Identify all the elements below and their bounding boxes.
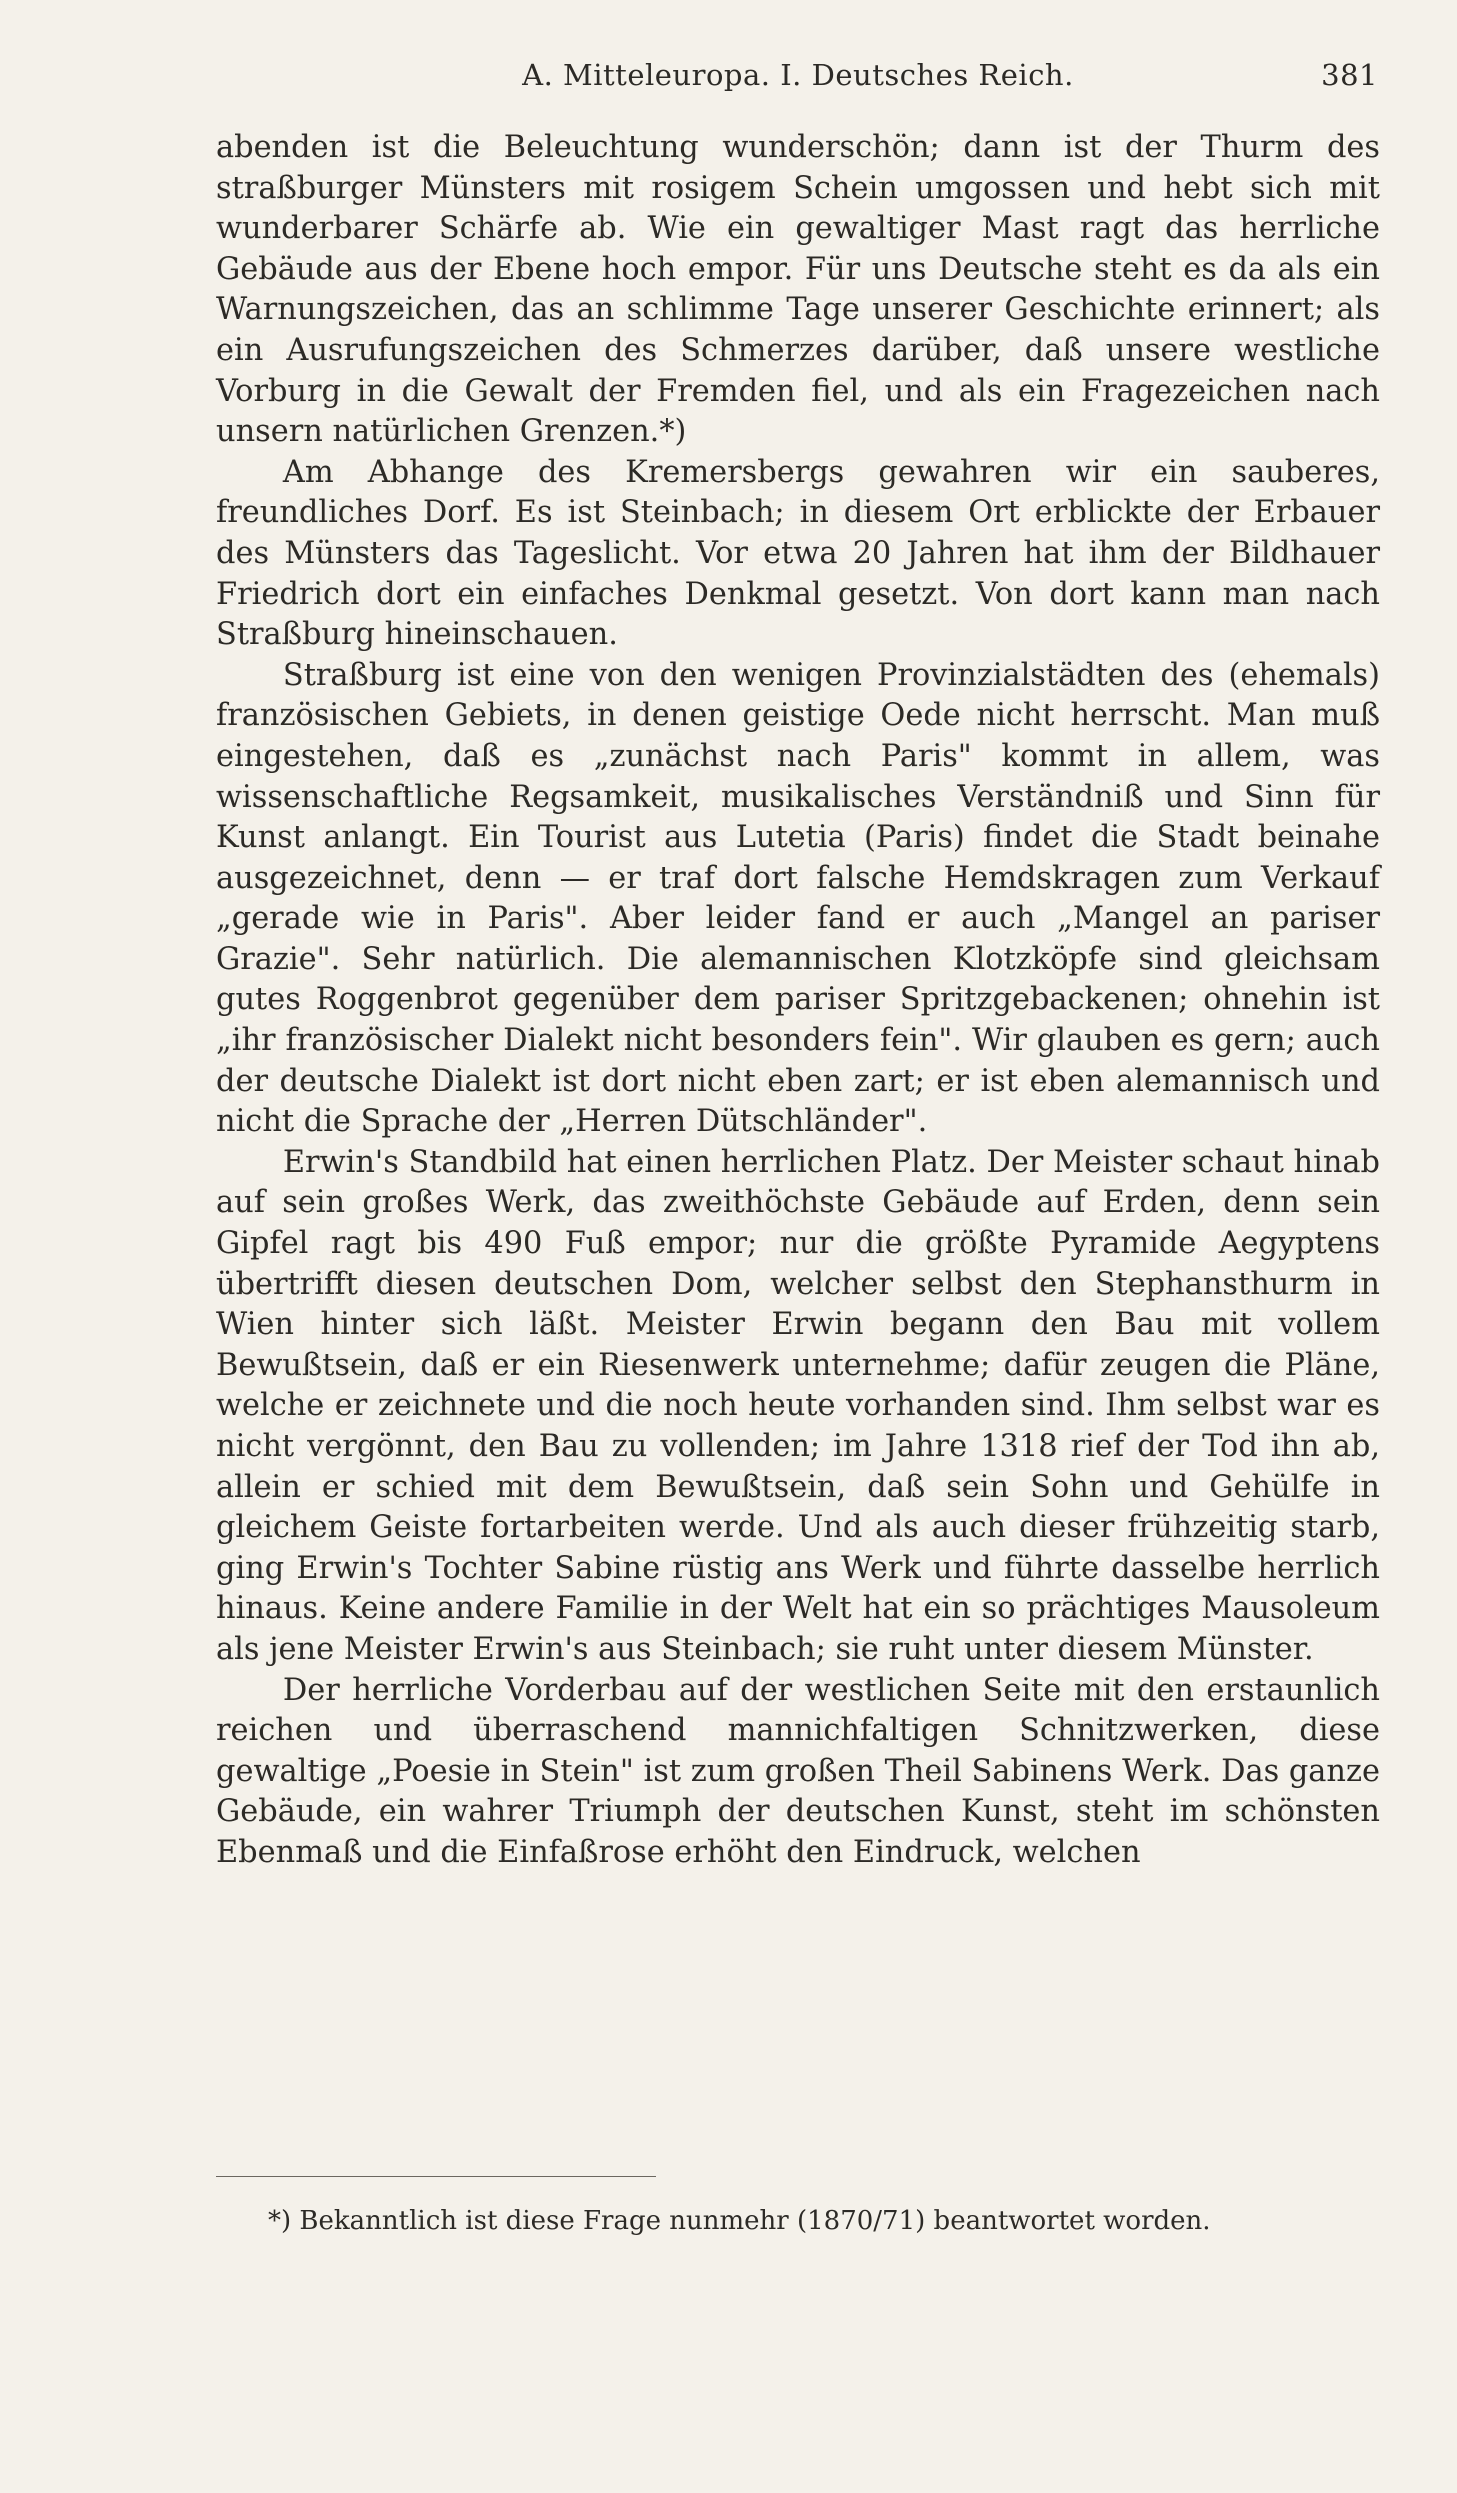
footnote-divider <box>216 2176 656 2177</box>
paragraph: abenden ist die Beleuchtung wunderschön; dann ist der Thurm des straßburger Münsters mit rosigem Schein umgossen und hebt sich mit wunderbarer Schärfe ab. Wie ein gewaltiger Mast ragt das herrliche Gebäude aus der Ebene hoch empor. Für uns Deutsche steht es da als ein Warnungszeichen, das an schlimme Tage unserer Geschichte erinnert; als ein Ausrufungszeichen des Schmerzes darüber, daß unsere westliche Vorburg in die Gewalt der Fremden fiel, und als ein Fragezeichen nach unsern natürlichen Grenzen.*) <box>216 130 1380 450</box>
paragraph: Erwin's Standbild hat einen herrlichen Platz. Der Meister schaut hinab auf sein großes Werk, das zweithöchste Gebäude auf Erden, denn sein Gipfel ragt bis 490 Fuß empor; nur die größte Pyramide Aegyptens übertrifft diesen deutschen Dom, welcher selbst den Stephansthurm in Wien hinter sich läßt. Meister Erwin begann den Bau mit vollem Bewußtsein, daß er ein Riesenwerk unternehme; dafür zeugen die Pläne, welche er zeichnete und die noch heute vorhanden sind. Ihm selbst war es nicht vergönnt, den Bau zu vollenden; im Jahre 1318 rief der Tod ihn ab, allein er schied mit dem Bewußtsein, daß sein Sohn und Gehülfe in gleichem Geiste fortarbeiten werde. Und als auch dieser frühzeitig starb, ging Erwin's Tochter Sabine rüstig ans Werk und führte dasselbe herrlich hinaus. Keine andere Familie in der Welt hat ein so prächtiges Mausoleum als jene Meister Erwin's aus Steinbach; sie ruht unter diesem Münster. <box>216 1144 1380 1667</box>
running-title: A. Mitteleuropa. I. Deutsches Reich. <box>522 58 1074 92</box>
running-header <box>218 58 1378 108</box>
footnote: *) Bekanntlich ist diese Frage nunmehr (1870/71) beantwortet worden. <box>268 2206 1211 2236</box>
paragraph: Am Abhange des Kremersbergs gewahren wir ein sauberes, freundliches Dorf. Es ist Steinbach; in diesem Ort erblickte der Erbauer des Münsters das Tageslicht. Vor etwa 20 Jahren hat ihm der Bildhauer Friedrich dort ein einfaches Denkmal gesetzt. Von dort kann man nach Straßburg hineinschauen. <box>216 454 1380 653</box>
paragraph: Der herrliche Vorderbau auf der westlichen Seite mit den erstaunlich reichen und überraschend mannichfaltigen Schnitzwerken, diese gewaltige „Poesie in Stein" ist zum großen Theil Sabinens Werk. Das ganze Gebäude, ein wahrer Triumph der deutschen Kunst, steht im schönsten Ebenmaß und die Einfaßrose erhöht den Eindruck, welchen <box>216 1672 1380 1870</box>
body-text <box>216 128 1380 1874</box>
page-number: 381 <box>1321 58 1378 92</box>
paragraph: Straßburg ist eine von den wenigen Provinzialstädten des (ehemals) französischen Gebiets, in denen geistige Oede nicht herrscht. Man muß eingestehen, daß es „zunächst nach Paris" kommt in allem, was wissenschaftliche Regsamkeit, musikalisches Verständniß und Sinn für Kunst anlangt. Ein Tourist aus Lutetia (Paris) findet die Stadt beinahe ausgezeichnet, denn — er traf dort falsche Hemdskragen zum Verkauf „gerade wie in Paris". Aber leider fand er auch „Mangel an pariser Grazie". Sehr natürlich. Die alemannischen Klotzköpfe sind gleichsam gutes Roggenbrot gegenüber dem pariser Spritzgebackenen; ohnehin ist „ihr französischer Dialekt nicht besonders fein". Wir glauben es gern; auch der deutsche Dialekt ist dort nicht eben zart; er ist eben alemannisch und nicht die Sprache der „Herren Dütschländer". <box>216 657 1380 1140</box>
